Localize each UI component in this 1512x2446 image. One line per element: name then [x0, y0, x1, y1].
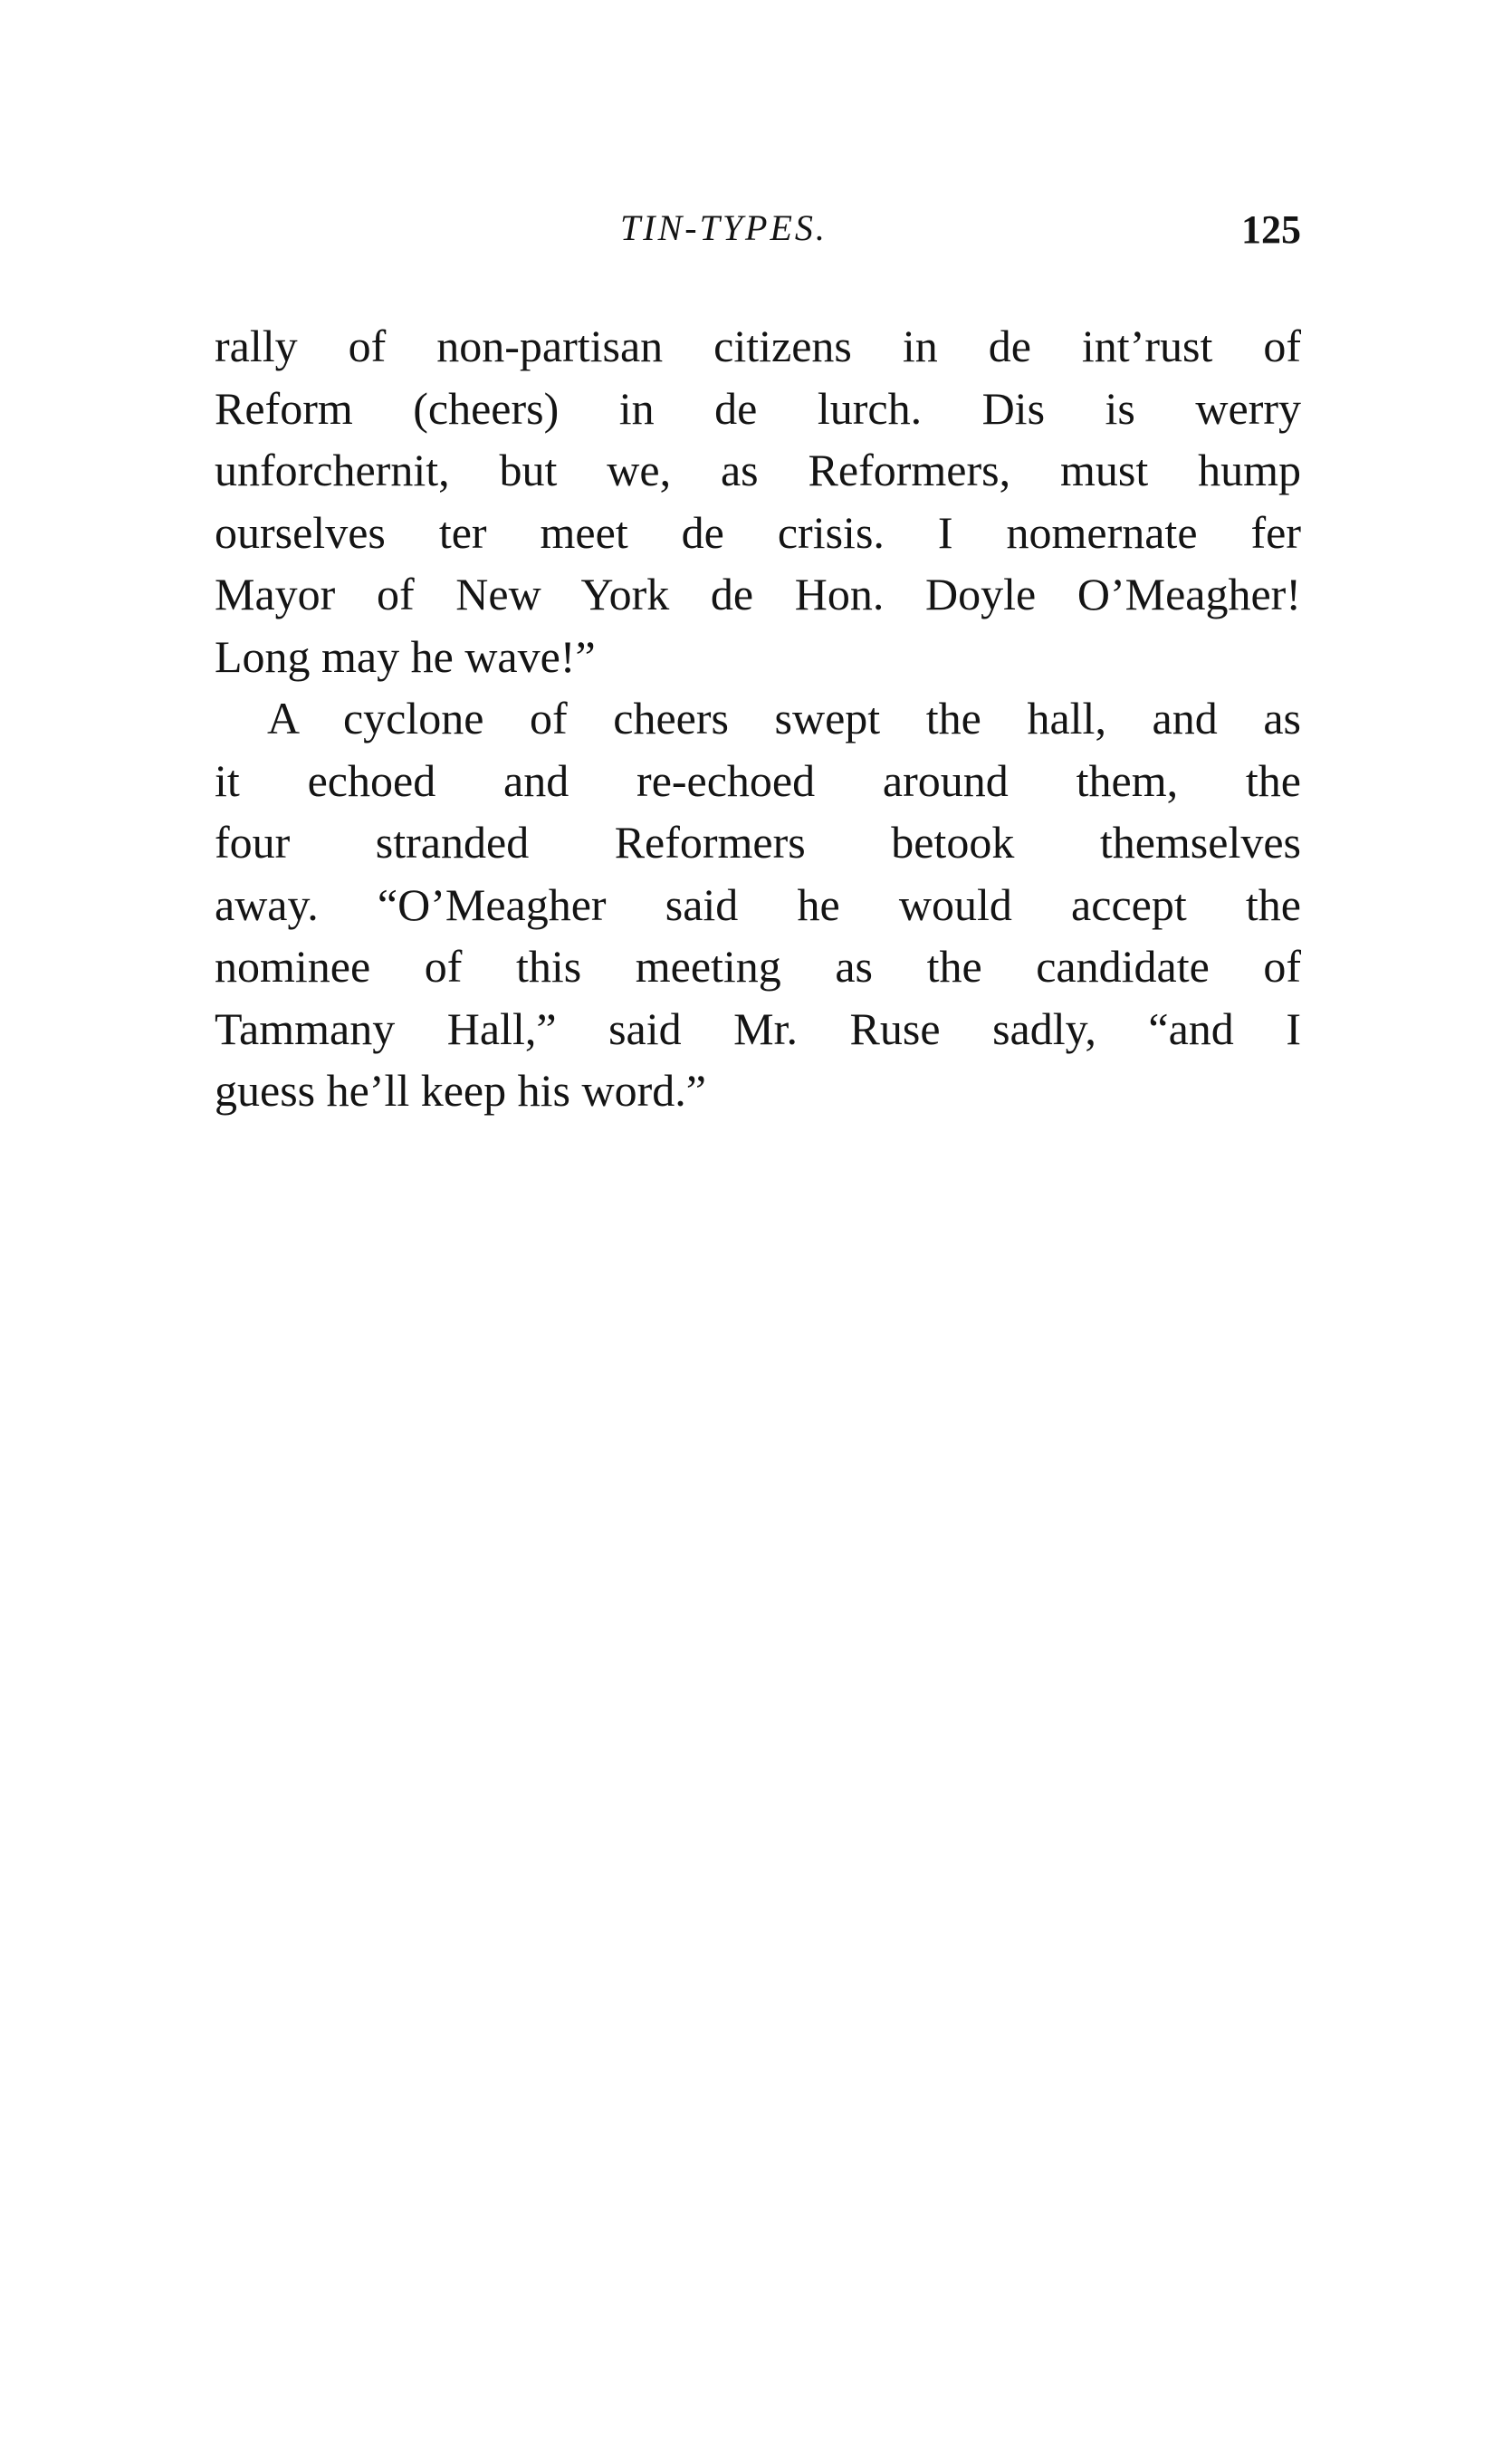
text-line: unforchernit, but we, as Reformers, must hump	[215, 445, 1301, 495]
text-line: Mayor of New York de Hon. Doyle O’Meagher!	[215, 569, 1301, 619]
text-line: four stranded Reformers betook themselves	[215, 817, 1301, 868]
text-line: away. “O’Meagher said he would accept the	[215, 878, 1301, 930]
paragraph	[215, 315, 1301, 687]
text-line: Reform (cheers) in de lurch. Dis is werry	[215, 382, 1301, 434]
text-line: rally of non-partisan citizens in de int’rust of	[215, 321, 1301, 371]
page-number: 125	[1241, 207, 1301, 252]
text-line: ourselves ter meet de crisis. I nomernate fer	[215, 506, 1301, 558]
text-line: Long may he wave!”	[215, 630, 596, 682]
running-title: TIN-TYPES.	[620, 207, 828, 248]
text-line: guess he’ll keep his word.”	[215, 1065, 706, 1116]
text-line: A cyclone of cheers swept the hall, and as	[267, 693, 1301, 743]
page-header	[215, 206, 1301, 261]
text-line: nominee of this meeting as the candidate of	[215, 941, 1301, 992]
paragraph	[215, 687, 1301, 1122]
body-text	[215, 315, 1301, 1122]
text-line: it echoed and re-echoed around them, the	[215, 754, 1301, 806]
text-line: Tammany Hall,” said Mr. Ruse sadly, “and I	[215, 1002, 1301, 1054]
